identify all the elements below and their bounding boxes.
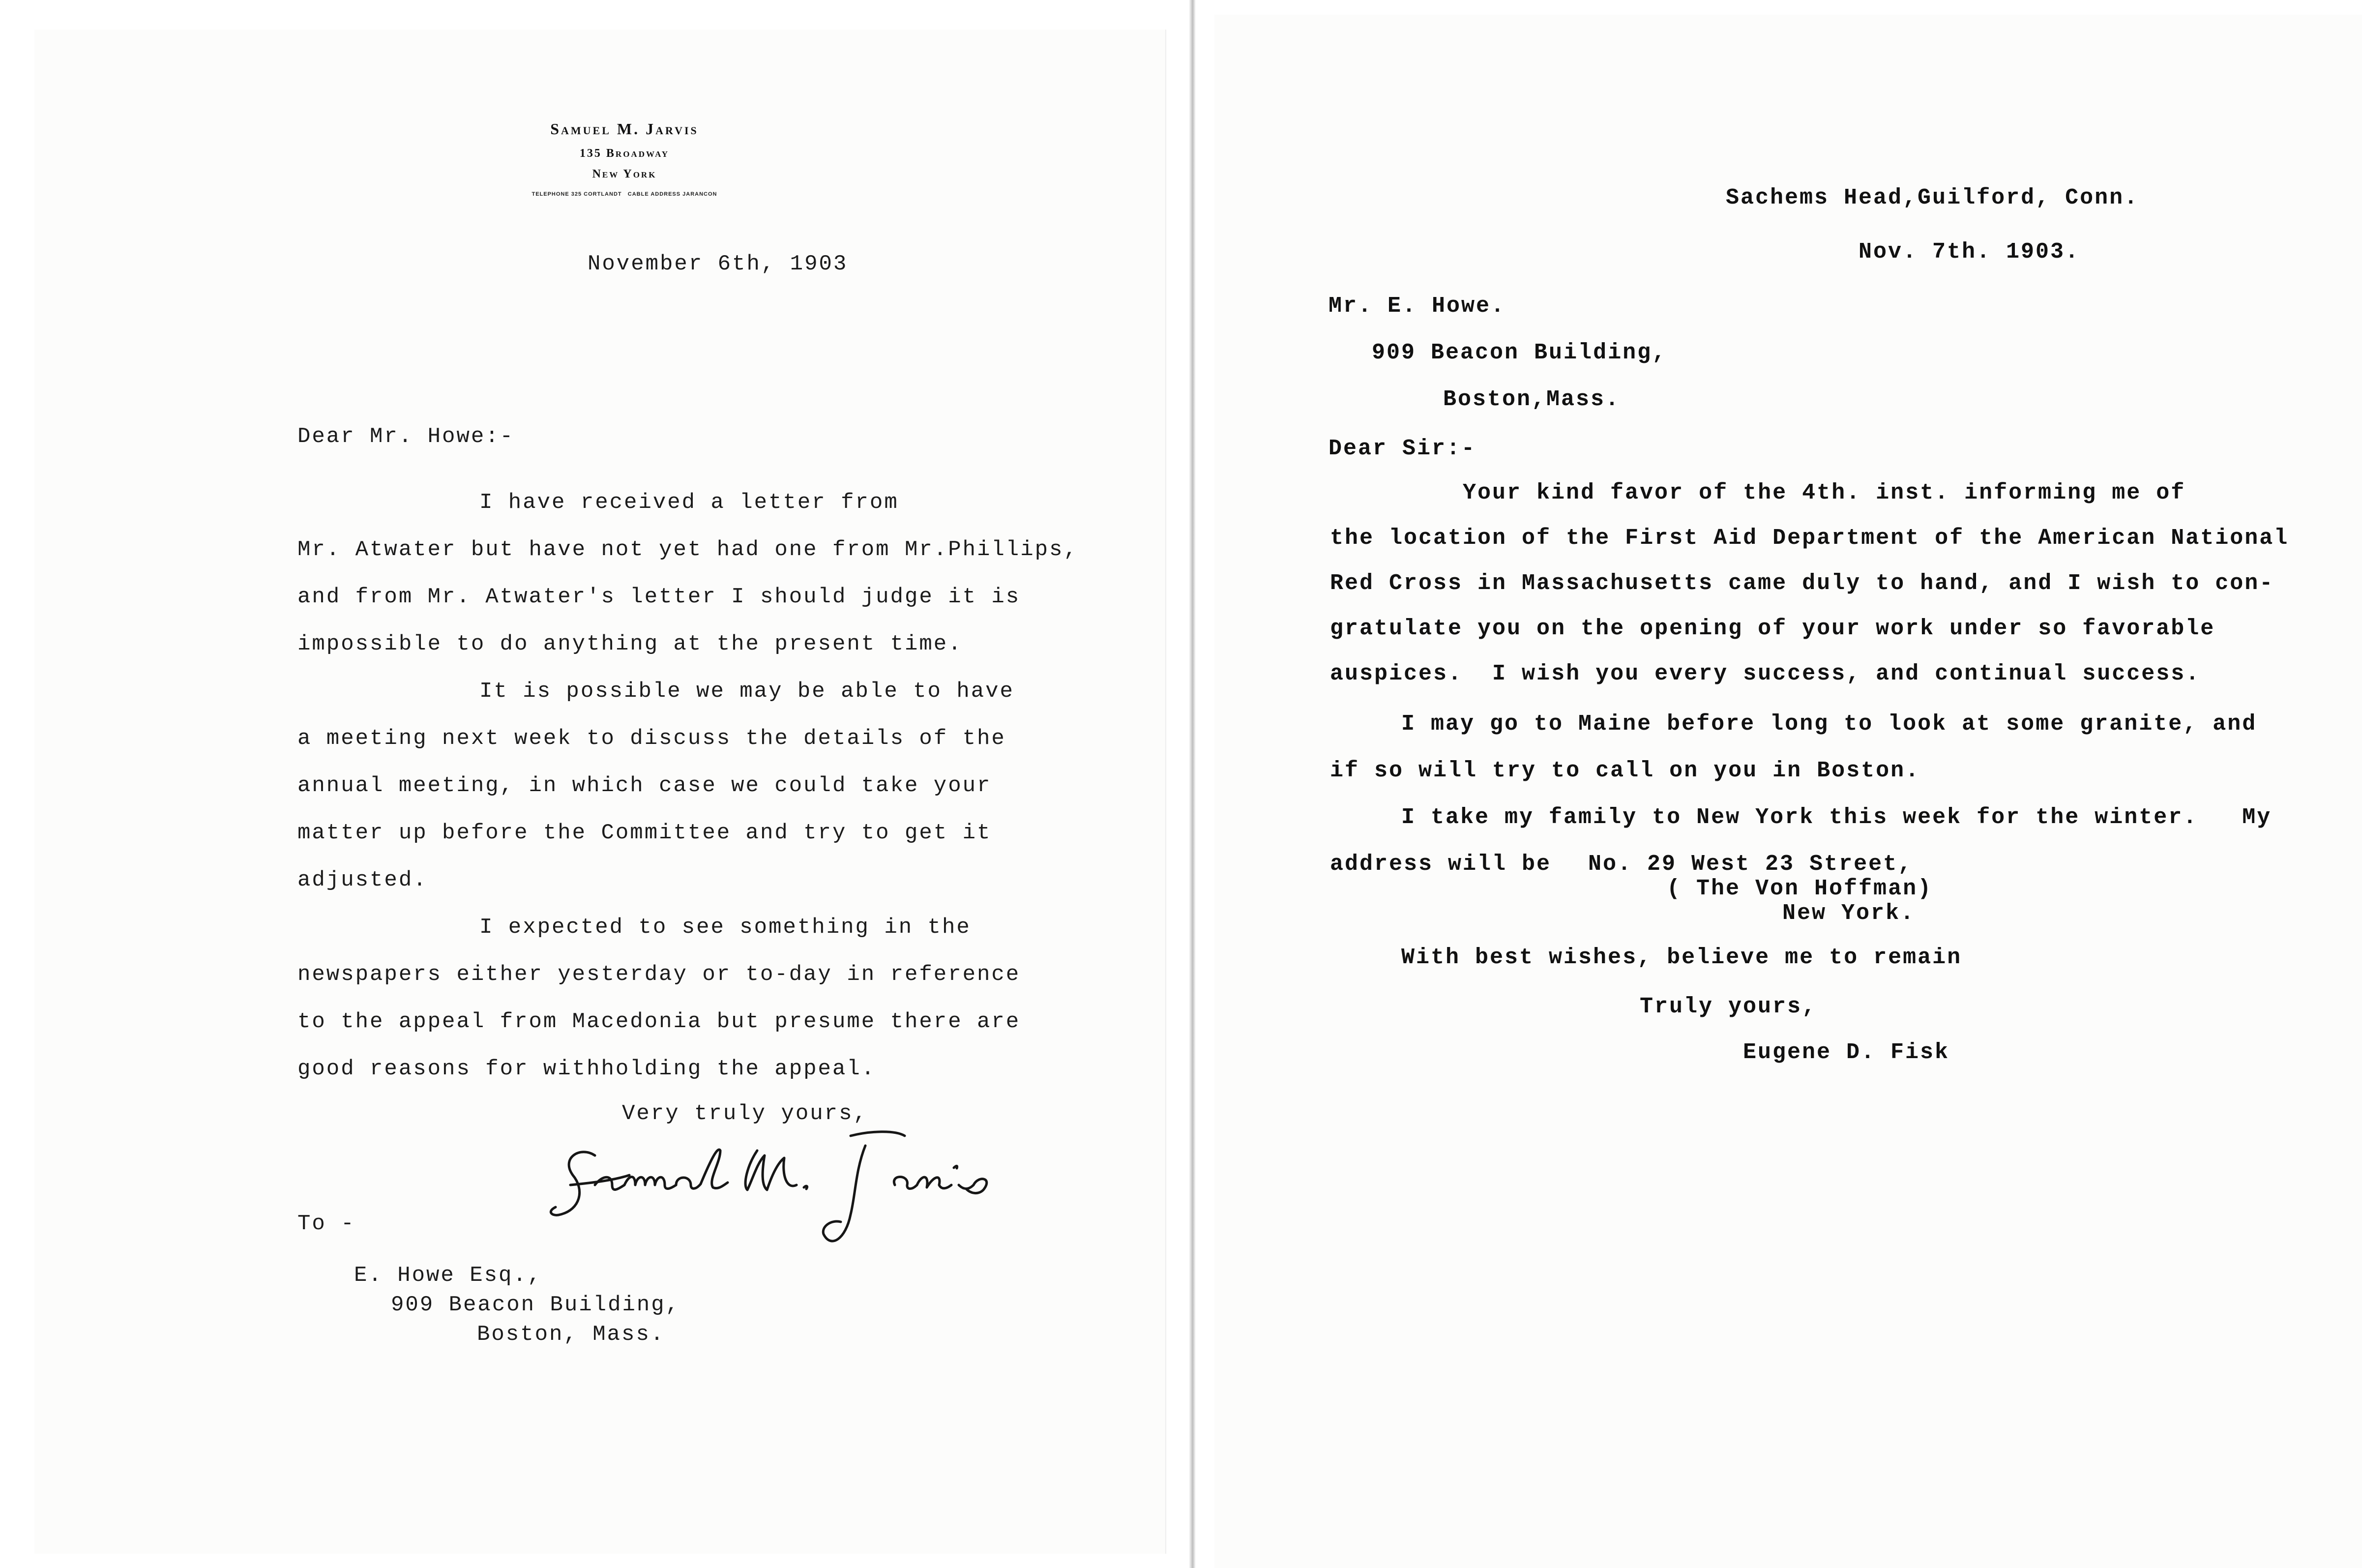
salutation: Dear Mr. Howe:- (297, 424, 515, 449)
body-line: a meeting next week to discuss the details of the (297, 726, 1006, 751)
to-label: To - (297, 1212, 355, 1236)
body-line: address will be (1330, 852, 1552, 877)
body-line: It is possible we may be able to have (479, 679, 1014, 704)
right-letter-page (1214, 15, 2362, 1568)
recipient-line: Boston,Mass. (1443, 387, 1621, 412)
letter-location: Sachems Head,Guilford, Conn. (1726, 185, 2139, 210)
body-line: auspices. I wish you every success, and continual success. (1330, 661, 2201, 686)
closing-line: Truly yours, (1640, 994, 1817, 1019)
address-line: No. 29 West 23 Street, (1588, 852, 1913, 877)
body-line: good reasons for withholding the appeal. (297, 1057, 876, 1081)
closing-line: Eugene D. Fisk (1743, 1040, 1950, 1065)
body-line: matter up before the Committee and try to get it (297, 821, 992, 845)
body-line: gratulate you on the opening of your work under so favorable (1330, 616, 2215, 641)
page-seam (1189, 0, 1196, 1568)
body-line: if so will try to call on you in Boston. (1330, 758, 1920, 783)
body-line: Red Cross in Massachusetts came duly to hand, and I wish to con- (1330, 571, 2274, 596)
letterhead-address: 135 Broadway (579, 147, 670, 160)
letterhead-city: New York (592, 168, 657, 180)
recipient-line: E. Howe Esq., (354, 1263, 542, 1288)
body-line: impossible to do anything at the present time. (297, 632, 963, 656)
signature (551, 1116, 1116, 1259)
letter-date: November 6th, 1903 (588, 252, 848, 276)
closing: Very truly yours, (622, 1101, 868, 1126)
recipient-line: Mr. E. Howe. (1329, 294, 1506, 319)
letter-date: Nov. 7th. 1903. (1859, 239, 2080, 265)
body-line: the location of the First Aid Department of the American National (1330, 526, 2289, 551)
body-line: I take my family to New York this week for the winter. My (1401, 805, 2272, 830)
left-letter-page (34, 30, 1165, 1554)
salutation: Dear Sir:- (1329, 436, 1476, 461)
body-line: and from Mr. Atwater's letter I should judge it is (297, 585, 1021, 609)
body-line: I expected to see something in the (479, 915, 971, 940)
body-line: I have received a letter from (479, 490, 899, 515)
recipient-line: 909 Beacon Building, (391, 1293, 680, 1317)
address-line: New York. (1782, 901, 1916, 926)
recipient-line: 909 Beacon Building, (1372, 340, 1667, 365)
recipient-line: Boston, Mass. (477, 1322, 665, 1347)
closing-line: With best wishes, believe me to remain (1401, 945, 1962, 970)
body-line: Your kind favor of the 4th. inst. informing me of (1463, 480, 2186, 505)
letterhead-contact: TELEPHONE 325 CORTLANDT CABLE ADDRESS JARANCON (531, 191, 717, 197)
body-line: annual meeting, in which case we could take your (297, 773, 992, 798)
body-line: Mr. Atwater but have not yet had one from Mr.Phillips, (297, 537, 1078, 562)
body-line: I may go to Maine before long to look at some granite, and (1401, 711, 2257, 737)
letterhead-name: Samuel M. Jarvis (550, 120, 699, 138)
address-line: ( The Von Hoffman) (1667, 876, 1933, 901)
body-line: newspapers either yesterday or to-day in reference (297, 962, 1021, 987)
body-line: to the appeal from Macedonia but presume there are (297, 1009, 1021, 1034)
body-line: adjusted. (297, 868, 428, 892)
